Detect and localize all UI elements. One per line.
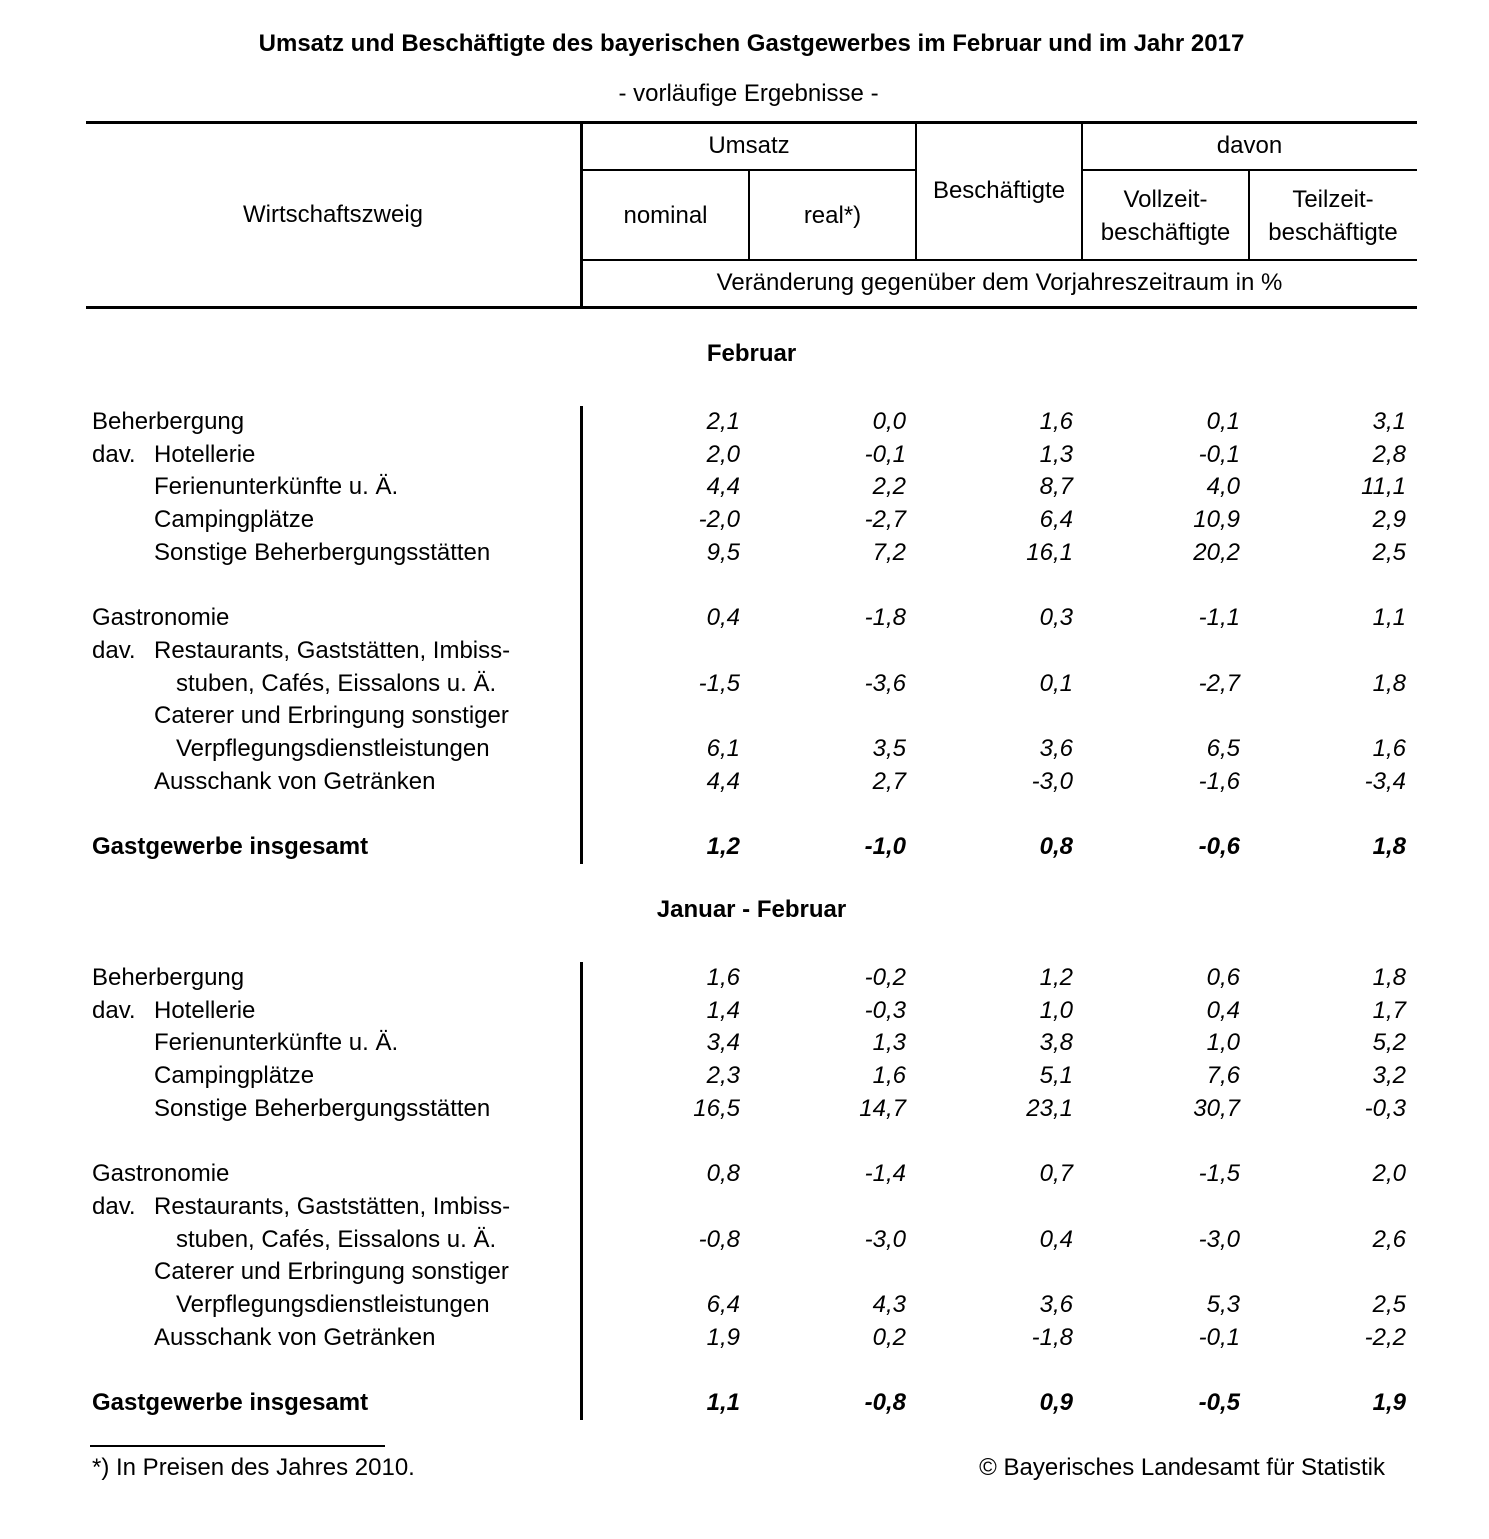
table-row	[0, 667, 1489, 700]
row-value: -0,5	[1198, 1389, 1240, 1417]
row-prefix: dav.	[92, 440, 136, 468]
row-value: 3,2	[1372, 1062, 1406, 1090]
row-value: 0,4	[1039, 1225, 1073, 1253]
row-value: 1,8	[1372, 833, 1406, 861]
row-value: 3,8	[1039, 1029, 1073, 1057]
header-vollzeit-line1: Vollzeit-	[1123, 186, 1208, 213]
row-label: Beherbergung	[92, 964, 245, 991]
row-label: Ferienunterkünfte u. Ä.	[154, 1029, 399, 1057]
table-row	[0, 699, 1489, 732]
row-value: 9,5	[706, 538, 740, 566]
table-title: Umsatz und Beschäftigte des bayerischen Gastgewerbes im Februar und im Jahr 2017	[258, 30, 1245, 57]
row-label: Verpflegungsdienstleistungen	[176, 1291, 490, 1318]
row-value: 23,1	[1026, 1094, 1073, 1122]
row-value: 2,7	[872, 767, 906, 795]
row-value: 0,1	[1039, 669, 1073, 697]
row-label: Hotellerie	[154, 440, 256, 468]
footnote: *) In Preisen des Jahres 2010.	[92, 1454, 415, 1481]
header-teilzeit-line2: beschäftigte	[1268, 219, 1398, 246]
header-veraenderung: Veränderung gegenüber dem Vorjahreszeitraum in %	[716, 269, 1283, 296]
row-value: 5,2	[1372, 1029, 1406, 1057]
row-value: -2,7	[1198, 669, 1240, 697]
row-value: 1,3	[1039, 440, 1073, 468]
table-row	[0, 1190, 1489, 1223]
row-value: 4,4	[706, 767, 740, 795]
row-value: -1,8	[864, 604, 906, 632]
row-value: 1,8	[1372, 964, 1406, 991]
row-value: -3,6	[864, 669, 906, 697]
row-value: -1,5	[698, 669, 740, 697]
row-value: -1,8	[1031, 1323, 1073, 1351]
row-label: Ausschank von Getränken	[154, 767, 436, 795]
row-value: 0,8	[1039, 833, 1073, 861]
row-value: 0,8	[706, 1160, 740, 1188]
row-value: 3,6	[1039, 735, 1073, 762]
row-value: 7,6	[1206, 1062, 1240, 1090]
row-value: 30,7	[1193, 1094, 1240, 1122]
row-value: -1,5	[1198, 1160, 1240, 1188]
row-label: Hotellerie	[154, 996, 256, 1024]
row-prefix: dav.	[92, 636, 136, 664]
row-value: -0,3	[1364, 1094, 1406, 1122]
row-value: 1,6	[1039, 408, 1073, 435]
row-value: -0,1	[1198, 1323, 1240, 1351]
footnote-rule	[90, 1445, 385, 1447]
row-label: Ferienunterkünfte u. Ä.	[154, 473, 399, 501]
row-label: Gastgewerbe insgesamt	[92, 833, 369, 861]
row-value: 2,3	[706, 1062, 740, 1090]
row-value: 2,1	[706, 408, 740, 435]
row-value: -0,2	[864, 964, 906, 991]
header-wirtschaftszweig: Wirtschaftszweig	[242, 201, 424, 228]
row-value: -2,2	[1364, 1323, 1406, 1351]
row-value: 3,4	[706, 1029, 740, 1057]
row-value: 2,0	[706, 440, 740, 468]
row-value: 0,2	[872, 1323, 906, 1351]
table-row	[0, 1223, 1489, 1256]
row-label: Ausschank von Getränken	[154, 1323, 436, 1351]
row-value: 3,5	[872, 735, 906, 762]
row-value: 1,6	[1372, 735, 1406, 762]
row-value: 1,1	[1372, 604, 1406, 632]
row-value: 2,9	[1372, 506, 1406, 534]
row-value: -0,3	[864, 996, 906, 1024]
row-value: -3,4	[1364, 767, 1406, 795]
table-subtitle: - vorläufige Ergebnisse -	[618, 80, 879, 107]
row-value: -1,1	[1198, 604, 1240, 632]
table-row	[0, 634, 1489, 667]
row-value: 16,1	[1026, 538, 1073, 566]
row-value: 2,8	[1372, 440, 1406, 468]
table-row	[0, 961, 1489, 994]
row-value: -0,8	[698, 1225, 740, 1253]
row-label: Caterer und Erbringung sonstiger	[154, 702, 509, 730]
row-value: 0,1	[1206, 408, 1240, 435]
row-value: -0,1	[1198, 440, 1240, 468]
row-value: 1,9	[1372, 1389, 1406, 1417]
row-label: stuben, Cafés, Eissalons u. Ä.	[176, 1225, 497, 1253]
row-value: 8,7	[1039, 473, 1073, 501]
row-label: Campingplätze	[154, 1062, 315, 1090]
row-value: -3,0	[864, 1225, 906, 1253]
row-value: -1,4	[864, 1160, 906, 1188]
row-value: 1,9	[706, 1323, 740, 1351]
row-value: 4,0	[1206, 473, 1240, 501]
row-prefix: dav.	[92, 996, 136, 1024]
table-row	[0, 503, 1489, 536]
row-value: 16,5	[693, 1094, 740, 1122]
header-bottom-rule	[86, 306, 1417, 309]
row-value: 1,4	[706, 996, 740, 1024]
table-row	[0, 830, 1489, 863]
row-value: 0,9	[1039, 1389, 1073, 1417]
table-row	[0, 1255, 1489, 1288]
row-value: 0,0	[872, 408, 906, 435]
row-value: 0,3	[1039, 604, 1073, 632]
row-value: 11,1	[1361, 473, 1406, 501]
row-label: Sonstige Beherbergungsstätten	[154, 538, 491, 566]
row-label: Beherbergung	[92, 408, 245, 435]
header-real: real*)	[803, 202, 862, 229]
row-value: -1,0	[864, 833, 906, 861]
copyright: © Bayerisches Landesamt für Statistik	[979, 1454, 1385, 1481]
row-value: -2,7	[864, 506, 906, 534]
header-davon: davon	[1216, 132, 1283, 159]
table-row	[0, 732, 1489, 765]
row-value: 1,7	[1372, 996, 1406, 1024]
table-row	[0, 405, 1489, 438]
row-value: -2,0	[698, 506, 740, 534]
row-label: Gastgewerbe insgesamt	[92, 1389, 369, 1417]
row-value: 2,2	[872, 473, 906, 501]
row-value: 1,0	[1039, 996, 1073, 1024]
table-row	[0, 1288, 1489, 1321]
table-row	[0, 765, 1489, 798]
row-label: Verpflegungsdienstleistungen	[176, 735, 490, 762]
table-row	[0, 1157, 1489, 1190]
row-label: Restaurants, Gaststätten, Imbiss-	[154, 636, 511, 664]
row-value: 0,7	[1039, 1160, 1073, 1188]
table-row	[0, 601, 1489, 634]
row-value: 6,1	[706, 735, 740, 762]
row-value: 20,2	[1193, 538, 1240, 566]
row-label: Sonstige Beherbergungsstätten	[154, 1094, 491, 1122]
row-label: Restaurants, Gaststätten, Imbiss-	[154, 1192, 511, 1220]
row-value: 14,7	[859, 1094, 906, 1122]
row-value: 0,4	[706, 604, 740, 632]
header-vollzeit-line2: beschäftigte	[1100, 219, 1231, 246]
row-label: Caterer und Erbringung sonstiger	[154, 1258, 509, 1286]
row-value: 6,4	[1039, 506, 1073, 534]
row-value: 5,1	[1039, 1062, 1073, 1090]
row-label: Gastronomie	[92, 604, 230, 632]
row-label: Gastronomie	[92, 1160, 230, 1188]
row-value: -0,1	[864, 440, 906, 468]
header-top-rule	[86, 121, 1417, 124]
row-value: 5,3	[1206, 1291, 1240, 1318]
row-value: 1,1	[706, 1389, 740, 1417]
row-value: -1,6	[1198, 767, 1240, 795]
section-heading: Februar	[706, 340, 797, 367]
row-value: 1,3	[872, 1029, 906, 1057]
table-row	[0, 1092, 1489, 1125]
row-value: 1,6	[872, 1062, 906, 1090]
row-value: 4,3	[872, 1291, 906, 1318]
row-value: 0,6	[1206, 964, 1240, 991]
row-value: 3,1	[1372, 408, 1406, 435]
table-row	[0, 1386, 1489, 1419]
units-top-rule	[582, 259, 1417, 261]
row-value: 1,2	[706, 833, 740, 861]
table-row	[0, 1321, 1489, 1354]
row-value: 2,5	[1372, 1291, 1406, 1318]
header-beschaeftigte: Beschäftigte	[932, 177, 1066, 204]
row-value: 3,6	[1039, 1291, 1073, 1318]
row-prefix: dav.	[92, 1192, 136, 1220]
row-value: 0,4	[1206, 996, 1240, 1024]
row-value: 7,2	[872, 538, 906, 566]
row-value: 1,0	[1206, 1029, 1240, 1057]
row-value: 6,4	[706, 1291, 740, 1318]
row-value: 2,5	[1372, 538, 1406, 566]
row-value: 1,6	[706, 964, 740, 991]
row-label: Campingplätze	[154, 506, 315, 534]
row-value: 2,6	[1372, 1225, 1406, 1253]
row-value: -0,8	[864, 1389, 906, 1417]
table-row	[0, 536, 1489, 569]
table-row	[0, 1026, 1489, 1059]
table-row	[0, 1059, 1489, 1092]
row-value: 2,0	[1372, 1160, 1406, 1188]
row-label: stuben, Cafés, Eissalons u. Ä.	[176, 669, 497, 697]
row-value: 1,2	[1039, 964, 1073, 991]
header-umsatz: Umsatz	[708, 132, 790, 159]
header-teilzeit-line1: Teilzeit-	[1292, 186, 1374, 213]
row-value: 6,5	[1206, 735, 1240, 762]
table-row	[0, 994, 1489, 1027]
row-value: 1,8	[1372, 669, 1406, 697]
table-row	[0, 438, 1489, 471]
table-row	[0, 470, 1489, 503]
header-nominal: nominal	[623, 202, 708, 229]
row-value: 10,9	[1193, 506, 1240, 534]
row-value: -3,0	[1031, 767, 1073, 795]
section-heading: Januar - Februar	[656, 896, 847, 923]
row-value: -0,6	[1198, 833, 1240, 861]
row-value: -3,0	[1198, 1225, 1240, 1253]
row-value: 4,4	[706, 473, 740, 501]
